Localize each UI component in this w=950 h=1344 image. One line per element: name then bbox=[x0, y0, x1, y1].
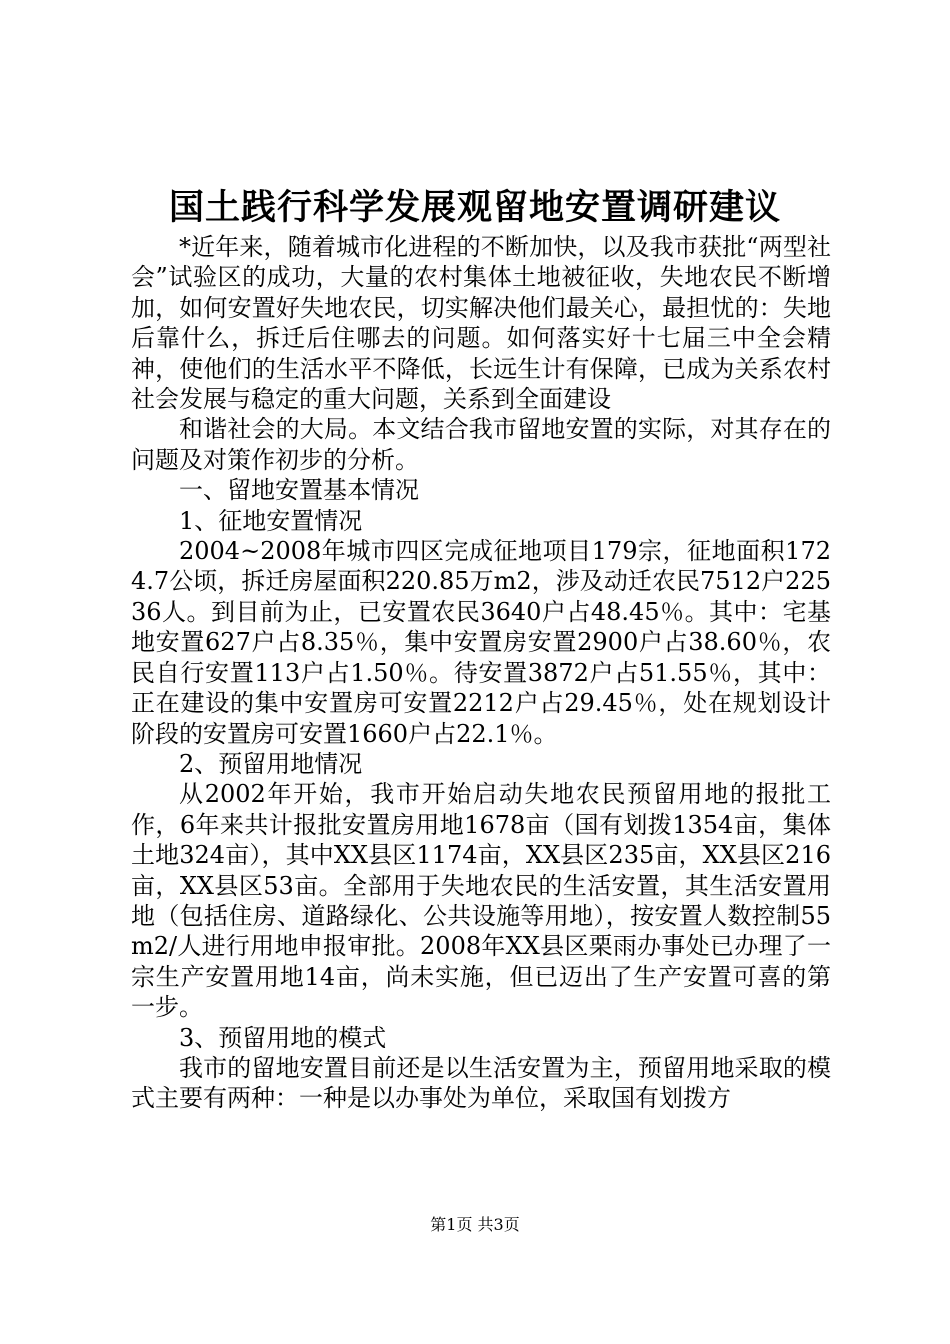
paragraph-intro-continued: 和谐社会的大局。本文结合我市留地安置的实际，对其存在的问题及对策作初步的分析。 bbox=[131, 415, 831, 474]
subsection-heading-reserved-land-model: 3、预留用地的模式 bbox=[179, 1023, 387, 1052]
page-footer: 第1页 共3页 bbox=[430, 1215, 520, 1234]
paragraph-reserved-land-model: 我市的留地安置目前还是以生活安置为主，预留用地采取的模式主要有两种：一种是以办事处为单位，采取国有划拨方 bbox=[131, 1053, 831, 1113]
section-heading-basic-situation: 一、留地安置基本情况 bbox=[179, 476, 419, 505]
document-title: 国土践行科学发展观留地安置调研建议 bbox=[168, 187, 781, 228]
paragraph-land-acquisition: 2004~2008年城市四区完成征地项目179宗，征地面积1724.7公顷，拆迁房屋面积220.85万m2，涉及动迁农民7512户22536人。到目前为止，已安置农民3640户占48.45％。其中：宅基地安置627户占8.35％，集中安置房安置2900户占38.60％，农民自行安置113户占1.50％。待安置3872户占51.55％，其中：正在建设的集中安置房可安置2212户占29.45％，处在规划设计阶段的安置房可安置1660户占22.1％。 bbox=[131, 537, 831, 748]
subsection-heading-land-acquisition: 1、征地安置情况 bbox=[179, 506, 363, 535]
paragraph-intro: *近年来，随着城市化进程的不断加快，以及我市获批“两型社会”试验区的成功，大量的农村集体土地被征收，失地农民不断增加，如何安置好失地农民，切实解决他们最关心，最担忧的：失地后靠什么，拆迁后住哪去的问题。如何落实好十七届三中全会精神，使他们的生活水平不降低，长远生计有保障，已成为关系农村社会发展与稳定的重大问题，关系到全面建设 bbox=[131, 233, 831, 414]
subsection-heading-reserved-land: 2、预留用地情况 bbox=[179, 749, 363, 778]
paragraph-reserved-land: 从2002年开始，我市开始启动失地农民预留用地的报批工作，6年来共计报批安置房用地1678亩（国有划拨1354亩，集体土地324亩），其中XX县区1174亩，XX县区235亩，XX县区216亩，XX县区53亩。全部用于失地农民的生活安置，其生活安置用地（包括住房、道路绿化、公共设施等用地），按安置人数控制55m2/人进行用地申报审批。2008年XX县区栗雨办事处已办理了一宗生产安置用地14亩，尚未实施，但已迈出了生产安置可喜的第一步。 bbox=[131, 780, 831, 1022]
document-body bbox=[131, 232, 831, 1114]
